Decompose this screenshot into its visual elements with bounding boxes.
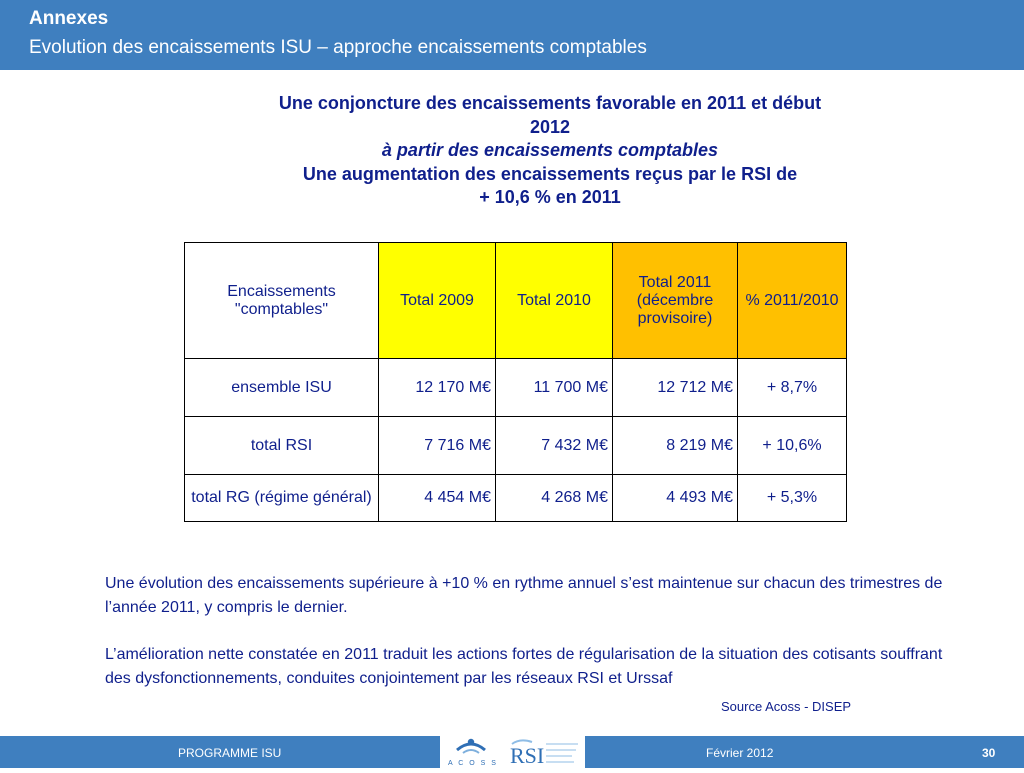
- cell-value: 4 493 M€: [613, 475, 738, 522]
- cell-value: 12 712 M€: [613, 359, 738, 417]
- cell-value: 8 219 M€: [613, 417, 738, 475]
- slide-title: Annexes: [29, 8, 109, 29]
- headline-line4: Une augmentation des encaissements reçus par le RSI de: [302, 163, 798, 184]
- footer-page-number: 30: [982, 746, 996, 760]
- header-total-2010: Total 2010: [496, 243, 613, 359]
- header-encaissements: Encaissements "comptables": [185, 243, 379, 359]
- cell-percent: + 8,7%: [738, 359, 847, 417]
- table-row: [185, 475, 847, 522]
- slide-header: [0, 0, 1024, 70]
- cell-percent: + 5,3%: [738, 475, 847, 522]
- row-label: ensemble ISU: [185, 359, 379, 417]
- row-label: total RG (régime général): [185, 475, 379, 522]
- header-total-2011: Total 2011 (décembre provisoire): [613, 243, 738, 359]
- footer-program: PROGRAMME ISU: [178, 746, 282, 760]
- headline-line5: + 10,6 % en 2011: [479, 187, 621, 207]
- slide-subtitle: Evolution des encaissements ISU – approche encaissements comptables: [29, 37, 647, 58]
- acoss-rsi-logo-icon: [440, 736, 585, 768]
- header-total-2009: Total 2009: [379, 243, 496, 359]
- row-label: total RSI: [185, 417, 379, 475]
- headline-line2: 2012: [529, 116, 571, 137]
- paragraph-amelioration: L’amélioration nette constatée en 2011 traduit les actions fortes de régularisation de la situation des cotisants souffrant des dysfonctionnements, conduites conjointement par les réseaux RSI et Urssaf: [105, 646, 943, 687]
- cell-value: 4 454 M€: [379, 475, 496, 522]
- paragraph-evolution: Une évolution des encaissements supérieure à +10 % en rythme annuel s’est maintenue sur chacun des trimestres de l’année 2011, y compris le dernier.: [105, 575, 943, 616]
- header-percent: % 2011/2010: [738, 243, 847, 359]
- cell-value: 4 268 M€: [496, 475, 613, 522]
- cell-value: 11 700 M€: [496, 359, 613, 417]
- headline-line1: Une conjoncture des encaissements favorable en 2011 et début: [278, 93, 822, 113]
- headline: [150, 92, 950, 210]
- rsi-logo-text: RSI: [510, 743, 545, 768]
- table-header-row: [185, 243, 847, 359]
- footer-date: Février 2012: [706, 746, 774, 760]
- cell-percent: + 10,6%: [738, 417, 847, 475]
- cell-value: 7 432 M€: [496, 417, 613, 475]
- encaissements-table: [184, 242, 847, 522]
- table-row: [185, 359, 847, 417]
- cell-value: 7 716 M€: [379, 417, 496, 475]
- cell-value: 12 170 M€: [379, 359, 496, 417]
- acoss-logo-text: A C O S S: [448, 760, 498, 767]
- table-row: [185, 417, 847, 475]
- headline-line3: à partir des encaissements comptables: [381, 140, 719, 160]
- source-note: Source Acoss - DISEP: [721, 699, 852, 714]
- partner-logos: [440, 736, 585, 768]
